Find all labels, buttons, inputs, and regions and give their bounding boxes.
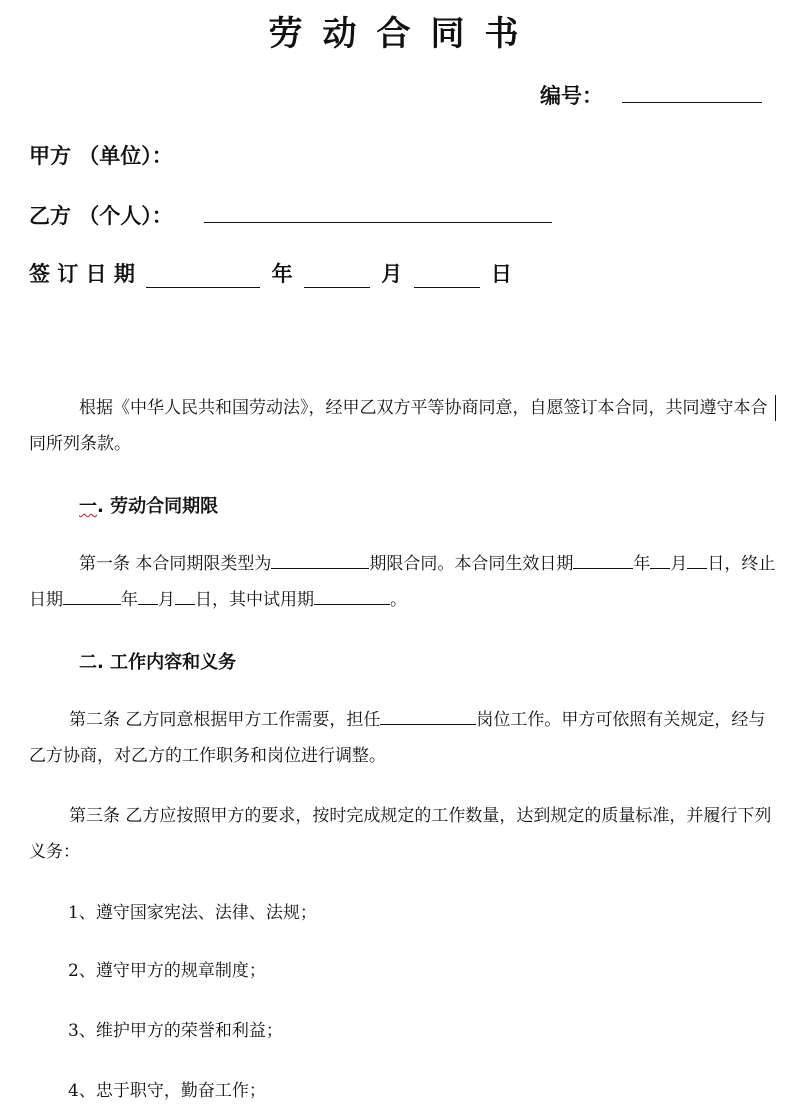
list-item: 3、维护甲方的荣誉和利益；: [68, 1021, 283, 1041]
probation-blank[interactable]: [314, 586, 390, 605]
sign-date-row: [29, 258, 512, 288]
section1-title: . 劳动合同期限: [97, 496, 219, 517]
article2-text-a: 第二条 乙方同意根据甲方工作需要，担任: [69, 710, 381, 730]
list-item: 2、遵守甲方的规章制度；: [68, 961, 266, 981]
contract-type-blank[interactable]: [271, 550, 369, 569]
article1-year2: 年: [121, 590, 138, 610]
party-b-label: 乙方 （个人）：: [29, 204, 173, 228]
document-title: 劳动合同书: [268, 14, 539, 54]
section1-number: 一: [79, 496, 97, 517]
article2-text-b: 岗位工作。甲方可依照有关规定，经与乙方协商，对乙方的工作职务和岗位进行调整。: [29, 710, 766, 766]
article1-paragraph: [29, 546, 777, 618]
start-day-blank[interactable]: [687, 550, 707, 569]
position-blank[interactable]: [380, 706, 476, 725]
list-item: 4、忠于职守，勤奋工作；: [68, 1081, 266, 1101]
sign-month-label: 月: [381, 262, 403, 286]
article1-month2: 月: [158, 590, 175, 610]
sign-year-blank[interactable]: [146, 265, 260, 288]
end-day-blank[interactable]: [175, 586, 195, 605]
end-year-blank[interactable]: [63, 586, 121, 605]
sign-day-label: 日: [490, 262, 512, 286]
article1-text-d: 日，其中试用期: [195, 590, 314, 610]
sign-day-blank[interactable]: [414, 265, 480, 288]
list-item: 1、遵守国家宪法、法律、法规；: [68, 903, 317, 923]
article1-text-b: 期限合同。本合同生效日期: [369, 554, 574, 574]
serial-number-label: 编号：: [540, 84, 603, 108]
article1-month: 月: [670, 554, 688, 574]
intro-paragraph: 根据《中华人民共和国劳动法》，经甲乙双方平等协商同意，自愿签订本合同，共同遵守本合同所列条款。: [29, 398, 768, 454]
start-month-blank[interactable]: [650, 550, 670, 569]
section1-heading: [79, 492, 218, 518]
text-cursor: [775, 395, 776, 421]
party-b-blank[interactable]: [204, 222, 552, 223]
article1-text-a: 第一条 本合同期限类型为: [79, 554, 272, 574]
article3-paragraph: 第三条 乙方应按照甲方的要求，按时完成规定的工作数量，达到规定的质量标准，并履行下列义务：: [29, 806, 772, 862]
end-month-blank[interactable]: [138, 586, 158, 605]
article1-text-c: 日，终止日期: [29, 554, 776, 610]
start-year-blank[interactable]: [573, 550, 633, 569]
party-a-label: 甲方 （单位）：: [29, 144, 173, 168]
article1-end: 。: [390, 590, 407, 610]
article2-paragraph: [29, 702, 777, 774]
sign-year-label: 年: [271, 262, 293, 286]
sign-date-label: 签 订 日 期: [29, 262, 135, 286]
article1-year: 年: [633, 554, 651, 574]
section2-heading: 二. 工作内容和义务: [79, 652, 237, 673]
serial-number-blank[interactable]: [622, 102, 762, 103]
sign-month-blank[interactable]: [304, 265, 370, 288]
